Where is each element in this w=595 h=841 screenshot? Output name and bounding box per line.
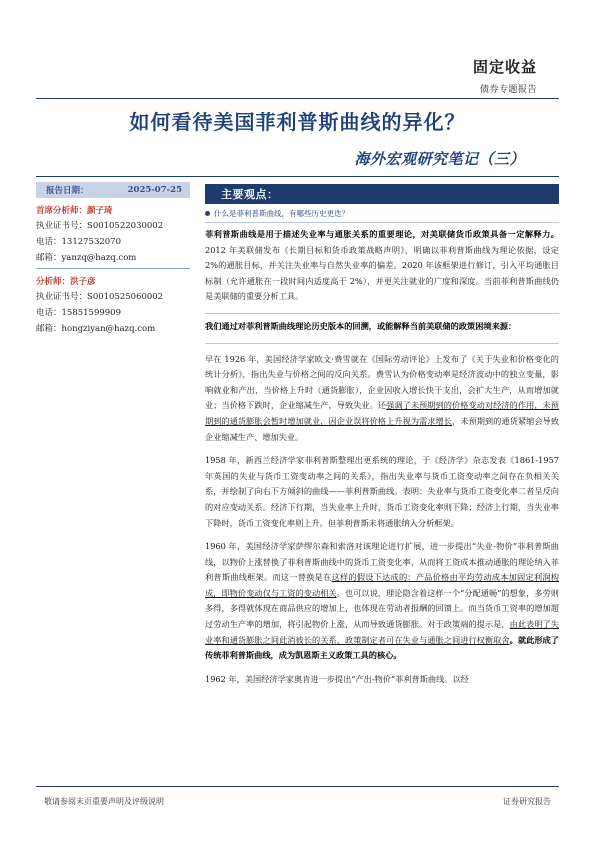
main-viewpoints-heading: 主要观点： (205, 184, 559, 204)
chief-analyst-license: 执业证书号：S0010522030002 (36, 221, 164, 231)
section-divider-2 (205, 343, 559, 344)
question-text: 什么是菲利普斯曲线，有哪些历史更迭？ (214, 209, 349, 218)
chief-analyst-phone: 电话：13127532070 (36, 237, 121, 247)
paragraph-3 (205, 352, 559, 446)
footer-disclaimer: 敬请参阅末页重要声明及评级说明 (44, 797, 164, 806)
analyst-phone: 电话：15851599909 (36, 308, 121, 318)
analyst-divider (36, 268, 190, 269)
chief-analyst-email: 邮箱：yanzq@hazq.com (36, 253, 137, 263)
paragraph-1 (205, 227, 559, 305)
paragraph-6: 1962 年，美国经济学家奥肯进一步提出“产出-物价”菲利普斯曲线。以经 (205, 673, 469, 684)
paragraph-5-b: 。也可以说，理论隐含着这样一个“分配通畅”的想象，多劳则多得，多得就体现在商品供应的增加上，也体现在劳动者报酬的回馈上。而当货币工资率的增加超过劳动生产率的增加，将引起物价上涨，从而导致通货膨胀。对于政策端的提示是， (205, 587, 559, 630)
report-date-label: 报告日期： (46, 186, 89, 196)
chief-analyst-name: 首席分析师：颜子琦 (36, 206, 113, 216)
paragraph-1-lead: 菲利普斯曲线是用于描述失业率与通胀关系的重要理论，对美联储货币政策具备一定解释力。 (205, 229, 559, 239)
header-divider (36, 98, 559, 99)
footer-report-type: 证券研究报告 (503, 797, 551, 806)
main-content (205, 184, 559, 687)
title-divider (36, 176, 559, 177)
question-bullet (205, 208, 559, 219)
paragraph-3-a: 早在 1926 年，美国经济学家欧文·费雪就在《国际劳动评论》上发布了《关于失业和价格变化的统计分析》，指出失业与价格之间的反向关系。费雪认为价格变动率是经济波动中的独立变量，影响就业和产出，当价格上升时（通货膨胀），企业因收入增长快于支出，会扩大生产，从而增加就业；当价格下跌时，企业缩减生产，导致失业。还 (205, 353, 559, 411)
paragraph-2 (205, 319, 559, 335)
report-date-value: 2025-07-25 (127, 185, 182, 195)
paragraph-2-lead: 我们通过对菲利普斯曲线理论历史版本的回溯，或能解释当前美联储的政策困境来源： (205, 320, 517, 331)
analyst-email: 邮箱：hongziyan@hazq.com (36, 324, 156, 334)
paragraph-5 (205, 539, 559, 664)
paragraph-1-body: 2012 年美联储发布《长期目标和货币政策战略声明》，明确以菲利普斯曲线为理论依据，设定 2%的通胀目标，并关注失业率与自然失业率的偏差。2020 年该框架进行修订，引入平均通胀目标制（允许通胀在一段时间内适度高于 2%），并更关注就业的广度和深度。当前菲利普斯曲线仍是美联储的重要分析工具。 (205, 244, 559, 302)
paragraph-5-underline-2: 由此表明了失业率和通货膨胀之间此消彼长的关系，政策制定者可在失业与通胀之间进行权衡取舍 (205, 619, 559, 645)
report-title: 如何看待美国菲利普斯曲线的异化？ (129, 110, 466, 134)
report-category: 固定收益 (472, 58, 537, 76)
report-subcategory: 债券专题报告 (479, 85, 537, 95)
bullet-dot-icon (205, 211, 210, 216)
paragraph-3-b: ，未预期到的通货紧缩会导致企业缩减生产、增加失业。 (205, 415, 559, 442)
report-header (473, 56, 537, 95)
paragraph-5-bold: 。就此形成了传统菲利普斯曲线，成为凯恩斯主义政策工具的核心。 (205, 634, 559, 661)
analyst-sidebar (36, 182, 190, 337)
report-date-bar (36, 182, 190, 198)
paragraph-5-a: 1960 年，美国经济学家萨缪尔森和索洛对该理论进行扩展，进一步提出“失业-物价”菲利普斯曲线，以物价上涨替换了菲利普斯曲线中的货币工资变化率，从而将工资成本推动通胀的理论纳入菲利普斯曲线框架。而这一替换是在 (205, 541, 559, 583)
section-divider (205, 313, 559, 314)
paragraph-4: 1958 年，新西兰经济学家菲利普斯整理出更系统的理论，于《经济学》杂志发表《1861-1957 年英国的失业与货币工资变动率之间的关系》，指出失业率与货币工资变动率之间存在负相关关系，并绘制了向右下方倾斜的曲线——菲利普斯曲线。表明：失业率与货币工资变化率二者呈反向的对应变动关系。经济下行期，当失业率上升时，货币工资变化率则下降；经济上行期，当失业率下降时，货币工资变化率则上升。但菲利普斯未将通胀纳入分析框架。 (205, 455, 559, 528)
analyst-name: 分析师：洪子彦 (36, 277, 96, 287)
report-subtitle: 海外宏观研究笔记（三） (354, 150, 525, 168)
paragraph-3-underline: 强调了未预期到的价格变动对经济的作用，未预期到的通货膨胀会暂时增加就业，因企业误将价格上升视为需求增长 (205, 400, 559, 426)
question-divider (205, 222, 559, 223)
analyst-license: 执业证书号：S0010525060002 (36, 292, 164, 302)
footer-divider (36, 786, 559, 787)
paragraph-5-underline-1: 这样的假设下达成的：产品价格由平均劳动成本加固定利润构成，即物价变动仅与工资的变动相关 (205, 572, 559, 598)
